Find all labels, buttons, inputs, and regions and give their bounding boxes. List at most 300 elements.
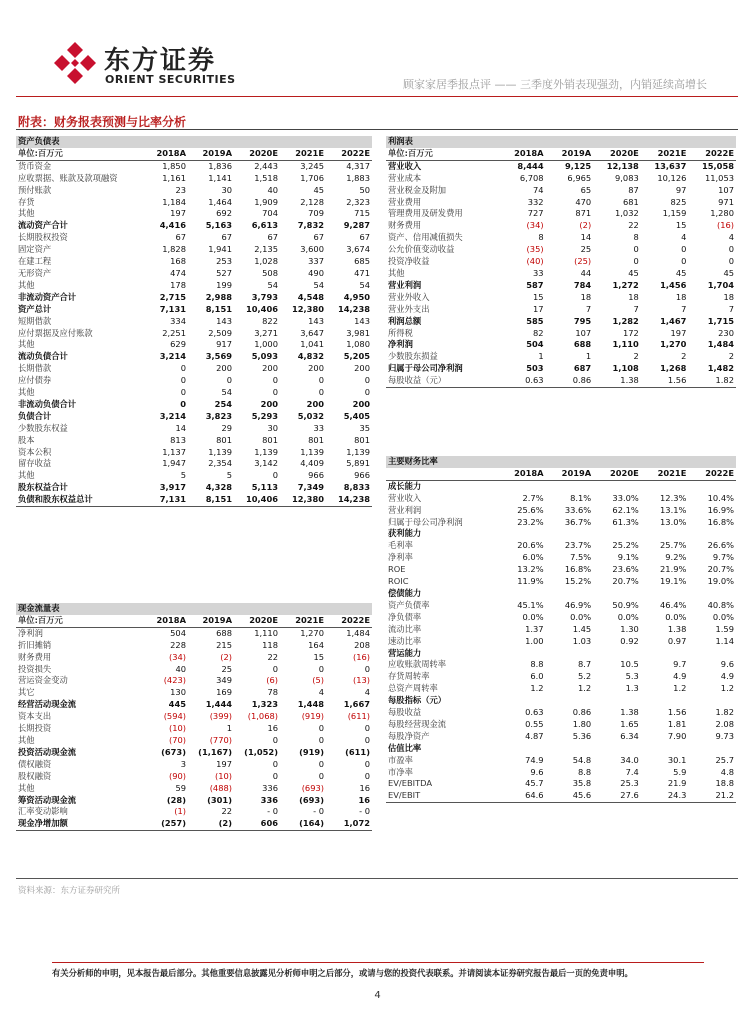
row-value: 7: [681, 303, 687, 314]
row-value: 1.37: [525, 623, 544, 634]
row-label: ROE: [388, 564, 406, 575]
table-row: [386, 280, 736, 292]
table-row: [386, 316, 736, 328]
row-value: (1,068): [247, 711, 278, 722]
row-value: - 0: [267, 806, 278, 817]
row-value: 74.9: [525, 754, 544, 765]
row-value: 23.7%: [564, 540, 592, 551]
row-value: 4,548: [297, 291, 324, 302]
table-row: [386, 659, 736, 671]
row-label: 负债和股东权益总计: [16, 494, 142, 506]
row-value: 19.0%: [707, 576, 734, 587]
row-value: 801: [354, 434, 370, 445]
row-value: 0.63: [525, 707, 544, 718]
row-value: - 0: [313, 806, 324, 817]
table-row: [16, 458, 372, 470]
row-value: 5,032: [297, 410, 324, 421]
table-row: [386, 755, 736, 767]
table-title-fill: [546, 136, 594, 148]
year-header: 2021E: [641, 148, 689, 160]
table-row: [16, 232, 372, 244]
row-value: 178: [170, 279, 186, 290]
row-value: 16: [358, 794, 370, 805]
row-value: 45: [675, 267, 687, 278]
row-value: 33.0%: [612, 492, 639, 503]
year-header: 2021E: [280, 615, 326, 627]
row-value: [688, 588, 736, 600]
row-value: 14,238: [337, 303, 370, 314]
row-value: [688, 480, 736, 492]
row-value: 1,883: [346, 172, 370, 183]
row-value: 1,704: [707, 279, 734, 290]
row-value: 801: [216, 434, 232, 445]
row-value: (16): [352, 651, 370, 662]
row-value: 16.8%: [564, 564, 592, 575]
row-value: 18: [675, 291, 687, 302]
row-label: 货币资金: [18, 160, 52, 171]
row-value: 4.9: [720, 671, 734, 682]
row-value: 23.6%: [612, 564, 639, 575]
table-row: [386, 743, 736, 755]
row-label: 现金净增加额: [16, 818, 142, 830]
row-value: 1,270: [660, 339, 687, 350]
row-value: (257): [142, 818, 188, 830]
row-value: 9.7: [673, 659, 687, 670]
table-row: [386, 493, 736, 505]
row-value: 5.9: [673, 766, 687, 777]
table-row: [386, 671, 736, 683]
row-value: 1,161: [162, 172, 186, 183]
row-value: 9.1%: [617, 552, 639, 563]
row-label: 其它: [18, 687, 35, 698]
table-row: [386, 197, 736, 209]
row-value: 24.3: [641, 790, 689, 802]
row-value: [641, 695, 689, 707]
row-value: [546, 480, 594, 492]
row-value: 12,380: [291, 303, 324, 314]
row-value: 1,323: [251, 699, 278, 710]
row-value: 10,406: [234, 494, 280, 506]
row-label: 每股指标（元）: [388, 695, 447, 706]
row-label: 长期股权投资: [18, 232, 68, 243]
table-row: [386, 612, 736, 624]
row-label: 汇率变动影响: [18, 806, 68, 817]
row-value: 1,280: [710, 208, 734, 219]
row-value: 1,028: [254, 256, 278, 267]
row-value: (1,052): [244, 746, 278, 757]
row-value: 0.0%: [665, 611, 687, 622]
row-value: 13.1%: [660, 504, 687, 515]
table-row: [16, 351, 372, 363]
row-value: 27.6: [593, 790, 641, 802]
row-value: 0.86: [572, 707, 592, 718]
row-value: 1,139: [254, 446, 278, 457]
row-value: 8,833: [343, 482, 370, 493]
row-value: 504: [170, 627, 186, 638]
row-label: 估值比率: [388, 742, 422, 753]
unit-label: 单位:百万元: [16, 148, 142, 160]
row-value: 1,080: [346, 339, 370, 350]
row-value: 1,270: [300, 627, 324, 638]
row-value: 8: [633, 232, 639, 243]
row-value: 2,251: [162, 327, 186, 338]
year-header: 2018A: [498, 148, 546, 160]
table-row: [386, 256, 736, 268]
table-title-fill: [142, 136, 188, 148]
row-value: 1.14: [715, 635, 734, 646]
row-value: 59: [175, 782, 186, 793]
table-row: [386, 790, 736, 802]
row-value: 503: [526, 363, 544, 374]
row-value: (594): [163, 711, 186, 722]
year-header: 2020E: [234, 615, 280, 627]
row-value: 7: [633, 303, 639, 314]
table-row: [386, 695, 736, 707]
row-value: 197: [170, 208, 186, 219]
row-value: 3,674: [346, 244, 370, 255]
row-value: 67: [175, 232, 186, 243]
footer-divider: [52, 962, 704, 963]
row-value: 6.0%: [522, 552, 544, 563]
row-label: 股权融资: [18, 770, 52, 781]
row-value: 6.0: [530, 671, 544, 682]
row-value: 4,317: [346, 160, 370, 171]
row-label: 其他: [388, 267, 405, 278]
row-value: 14,238: [326, 494, 372, 506]
row-value: 5,891: [346, 458, 370, 469]
row-label: 每股经营现金流: [388, 718, 447, 729]
row-value: 1.2: [577, 683, 592, 694]
row-value: 21.9: [667, 778, 687, 789]
table-row: [16, 711, 372, 723]
row-label: 非流动负债合计: [18, 398, 77, 409]
row-value: [546, 695, 594, 707]
table-title-row: [386, 456, 736, 468]
row-value: 1,518: [254, 172, 278, 183]
row-value: 2,354: [208, 458, 232, 469]
row-value: [498, 588, 546, 600]
row-value: 3,245: [300, 160, 324, 171]
row-value: 200: [352, 398, 370, 409]
row-value: 14: [175, 422, 186, 433]
row-value: 3,647: [300, 327, 324, 338]
table-title-fill: [498, 456, 546, 468]
row-label: 偿债能力: [388, 587, 422, 598]
row-value: 4: [364, 687, 370, 698]
table-row: [16, 256, 372, 268]
row-label: 归属于母公司净利润: [388, 516, 463, 527]
row-value: 336: [260, 794, 278, 805]
row-label: 股本: [18, 434, 35, 445]
table-row: [16, 220, 372, 232]
row-value: (13): [352, 675, 370, 686]
row-value: 0: [272, 387, 278, 398]
row-value: 4,416: [159, 220, 186, 231]
table-title-fill: [641, 456, 689, 468]
table-row: [16, 316, 372, 328]
row-value: 606: [234, 818, 280, 830]
row-label: 营业利润: [388, 504, 422, 515]
row-value: 4,832: [297, 351, 324, 362]
row-value: 7,131: [142, 494, 188, 506]
row-value: 78: [267, 687, 278, 698]
table-title-fill: [280, 136, 326, 148]
table-row: [16, 435, 372, 447]
row-label: 应付票据及应付账款: [18, 327, 93, 338]
row-value: (423): [163, 675, 186, 686]
row-value: 118: [262, 639, 278, 650]
row-value: 1,464: [208, 196, 232, 207]
table-row: [386, 528, 736, 540]
row-value: 65: [580, 184, 592, 195]
row-label: EV/EBITDA: [388, 778, 433, 789]
row-label: 市净率: [388, 766, 413, 777]
row-label: 资产负债率: [388, 599, 430, 610]
row-value: 1.59: [715, 623, 734, 634]
row-value: 82: [533, 327, 544, 338]
row-value: [593, 528, 641, 540]
year-header: 2019A: [546, 148, 594, 160]
row-value: 0.0%: [617, 611, 639, 622]
row-value: 1,032: [615, 208, 639, 219]
row-value: 215: [216, 639, 232, 650]
row-value: 9.7%: [712, 552, 734, 563]
row-value: 2: [633, 351, 639, 362]
table-row: [16, 627, 372, 639]
row-value: 0: [272, 734, 278, 745]
row-value: 15.2%: [564, 576, 592, 587]
row-value: (25): [574, 256, 592, 267]
row-value: 0: [272, 663, 278, 674]
row-value: 1,947: [162, 458, 186, 469]
row-value: 200: [308, 363, 324, 374]
row-label: 投资活动现金流: [18, 746, 77, 757]
row-value: 230: [718, 327, 734, 338]
row-value: 0.0%: [522, 611, 544, 622]
row-value: 0.63: [498, 375, 546, 387]
row-value: 490: [308, 267, 324, 278]
row-value: 1,484: [707, 339, 734, 350]
row-value: 3,917: [159, 482, 186, 493]
row-value: 0.55: [525, 718, 544, 729]
row-label: 营业费用: [388, 196, 422, 207]
year-header: 2020E: [593, 148, 641, 160]
row-label: 债权融资: [18, 758, 52, 769]
table-row: [16, 363, 372, 375]
table-title-fill: [188, 136, 234, 148]
row-value: 20.7%: [707, 564, 734, 575]
row-value: 1.82: [688, 375, 736, 387]
row-label: 净利率: [388, 552, 413, 563]
row-value: 474: [170, 267, 186, 278]
row-value: 199: [216, 279, 232, 290]
row-value: 336: [262, 782, 278, 793]
table-row: [16, 339, 372, 351]
row-value: 143: [354, 315, 370, 326]
row-value: 25.7%: [660, 540, 687, 551]
table-row: [16, 447, 372, 459]
table-row: [386, 339, 736, 351]
row-label: 总资产周转率: [388, 683, 438, 694]
row-value: 1: [585, 351, 592, 362]
row-value: 471: [354, 267, 370, 278]
table-row: [386, 244, 736, 256]
row-label: 流动比率: [388, 623, 422, 634]
row-value: 44: [580, 267, 592, 278]
table-title-fill: [546, 456, 594, 468]
row-value: 1,444: [205, 699, 232, 710]
year-header: 2020E: [593, 468, 641, 480]
row-value: 470: [575, 196, 592, 207]
table-header-row: [16, 148, 372, 160]
row-value: 7,131: [159, 303, 186, 314]
row-value: (16): [716, 220, 734, 231]
row-label: 无形资产: [18, 267, 52, 278]
row-value: (770): [209, 734, 232, 745]
row-value: 45: [628, 267, 639, 278]
row-value: 11,053: [704, 172, 734, 183]
row-value: [593, 648, 641, 660]
row-value: 4,950: [343, 291, 370, 302]
year-header: 2022E: [688, 148, 736, 160]
row-label: 折旧摊销: [18, 639, 52, 650]
row-value: 1.80: [572, 718, 592, 729]
row-value: 46.4%: [660, 599, 687, 610]
row-value: [641, 528, 689, 540]
row-value: 67: [359, 232, 370, 243]
row-value: (70): [168, 734, 186, 745]
unit-label: [386, 468, 498, 480]
row-value: 508: [262, 267, 278, 278]
row-value: 228: [170, 639, 186, 650]
row-value: 200: [262, 363, 278, 374]
row-value: 45: [723, 267, 734, 278]
row-value: 0: [318, 375, 324, 386]
row-value: 5,113: [251, 482, 278, 493]
row-value: 801: [262, 434, 278, 445]
table-row: [16, 423, 372, 435]
row-label: 长期投资: [18, 723, 52, 734]
row-value: 1,941: [208, 244, 232, 255]
row-value: 4,409: [300, 458, 324, 469]
row-value: 966: [354, 470, 370, 481]
row-value: 21.9%: [660, 564, 687, 575]
row-value: [498, 528, 546, 540]
row-value: 681: [622, 196, 639, 207]
row-value: (611): [347, 711, 370, 722]
source-note: 资料来源：东方证券研究所: [18, 886, 121, 896]
row-value: 10.4%: [707, 492, 734, 503]
row-value: 1,041: [300, 339, 324, 350]
row-value: 16.8%: [707, 516, 734, 527]
row-value: 4.8: [720, 766, 734, 777]
table-header-row: [16, 615, 372, 627]
row-label: 其他: [18, 734, 35, 745]
header-divider: [16, 96, 738, 97]
row-value: 1.3: [625, 683, 639, 694]
row-value: 0: [364, 387, 370, 398]
row-value: 25: [221, 663, 232, 674]
row-value: 1.2: [673, 683, 687, 694]
row-label: 财务费用: [18, 651, 52, 662]
row-value: [498, 648, 546, 660]
row-value: 9,287: [343, 220, 370, 231]
row-value: 13,637: [654, 160, 687, 171]
row-value: 1,467: [660, 315, 687, 326]
row-value: 15: [533, 291, 544, 302]
row-label: 资产总计: [18, 303, 52, 314]
table-row: [386, 480, 736, 492]
row-value: 715: [354, 208, 370, 219]
table-row: [386, 707, 736, 719]
row-value: 3,214: [159, 351, 186, 362]
row-value: (28): [166, 794, 186, 805]
table-row: [386, 363, 736, 375]
row-value: 1,836: [208, 160, 232, 171]
row-value: [641, 743, 689, 755]
row-value: 8.8: [577, 766, 592, 777]
row-value: 22: [267, 651, 278, 662]
row-value: 0.0%: [570, 611, 592, 622]
row-value: (1): [174, 806, 186, 817]
row-value: 3,981: [346, 327, 370, 338]
row-label: 其他: [18, 782, 35, 793]
row-label: 毛利率: [388, 540, 413, 551]
row-value: 0.97: [667, 635, 687, 646]
row-value: 17: [533, 303, 544, 314]
row-value: 172: [622, 327, 639, 338]
row-value: 1.65: [620, 718, 639, 729]
orient-securities-logo-icon: [52, 40, 98, 86]
row-label: 预付账款: [18, 184, 52, 195]
row-label: 其他: [18, 387, 35, 398]
table-row: [16, 806, 372, 818]
row-label: 管理费用及研发费用: [388, 208, 463, 219]
row-value: 6.34: [620, 730, 639, 741]
row-value: 50: [359, 184, 370, 195]
row-value: 18: [580, 291, 592, 302]
row-value: 1,272: [612, 279, 639, 290]
row-value: 2,443: [254, 160, 278, 171]
row-label: 利润总额: [388, 315, 422, 326]
row-value: (5): [312, 675, 324, 686]
table-row: [386, 636, 736, 648]
year-header: 2018A: [142, 615, 188, 627]
row-value: 143: [308, 315, 324, 326]
table-row: [386, 232, 736, 244]
row-label: 营业收入: [388, 160, 422, 171]
table-row: [16, 723, 372, 735]
table-row: [16, 399, 372, 411]
row-label: 营业利润: [388, 279, 422, 290]
table-row: [16, 244, 372, 256]
row-value: 35: [359, 422, 370, 433]
row-value: 7,832: [297, 220, 324, 231]
row-value: 26.6%: [707, 540, 734, 551]
row-value: 0: [364, 758, 370, 769]
disclaimer: 有关分析师的申明，见本报告最后部分。其他重要信息披露见分析师申明之后部分，或请与您的投资代表联系。并请阅读本证券研究报告最后一页的免责申明。: [52, 968, 633, 978]
table-row: [16, 328, 372, 340]
row-value: 688: [573, 339, 592, 350]
table-title-fill: [326, 603, 372, 615]
row-value: 20.7%: [612, 576, 639, 587]
row-value: (611): [345, 746, 370, 757]
section-title: 附表：财务报表预测与比率分析: [18, 115, 187, 129]
row-value: 197: [670, 327, 687, 338]
table-row: [386, 552, 736, 564]
row-value: 5.2: [577, 671, 592, 682]
row-value: [688, 743, 736, 755]
